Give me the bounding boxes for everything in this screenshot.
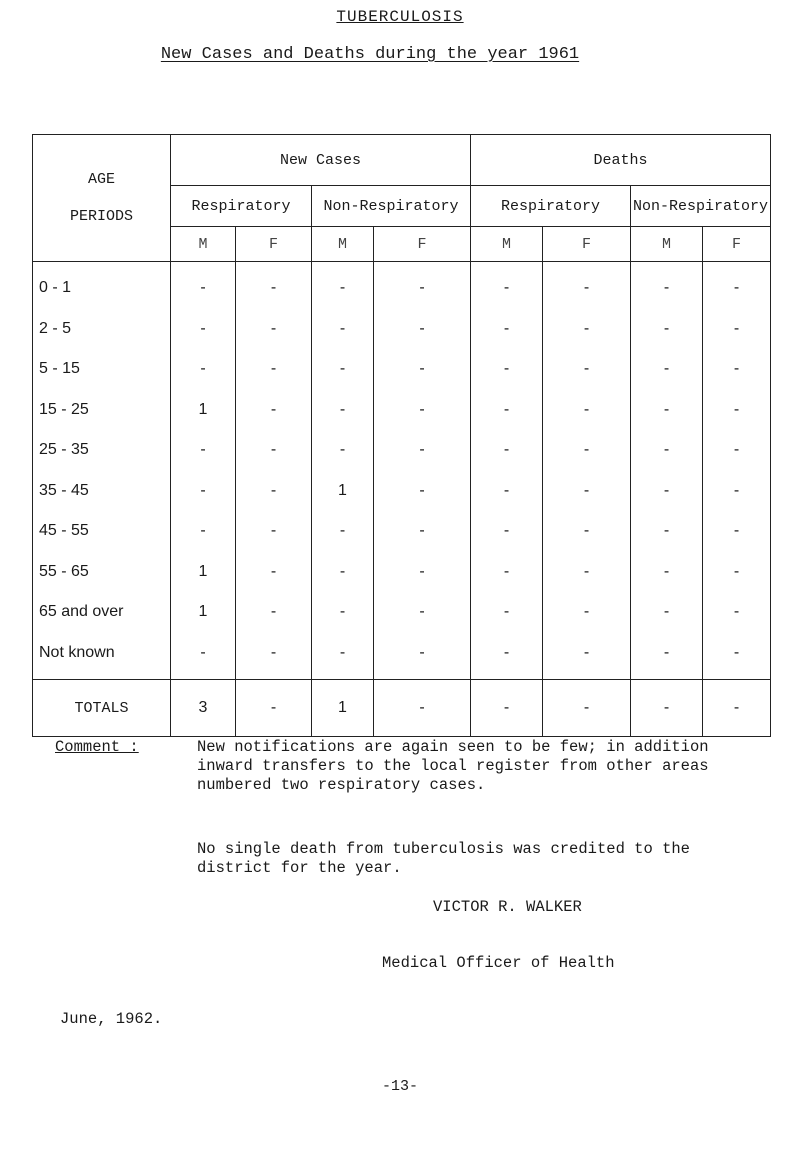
age-period-cell: Not known — [33, 633, 171, 680]
table-cell: - — [703, 390, 771, 431]
table-cell: - — [374, 633, 471, 680]
table-cell: - — [374, 430, 471, 471]
table-row — [33, 262, 771, 309]
age-period-cell: 25 - 35 — [33, 430, 171, 471]
table-cell: - — [543, 471, 631, 512]
table-cell: - — [471, 349, 543, 390]
totals-cell: - — [631, 680, 703, 737]
table-cell: - — [631, 349, 703, 390]
table-row — [33, 592, 771, 633]
sex-header-f: F — [703, 227, 771, 262]
new-cases-respiratory-header: Respiratory — [171, 186, 312, 227]
totals-cell: - — [703, 680, 771, 737]
table-cell: - — [312, 349, 374, 390]
table-cell: - — [471, 262, 543, 309]
table-cell: - — [543, 309, 631, 350]
sex-header-m: M — [631, 227, 703, 262]
age-period-cell: 55 - 65 — [33, 552, 171, 593]
age-period-cell: 2 - 5 — [33, 309, 171, 350]
table-cell: - — [631, 511, 703, 552]
comment-line: inward transfers to the local register from other areas — [197, 757, 709, 775]
table-cell: - — [631, 390, 703, 431]
comment-line: No single death from tuberculosis was credited to the — [197, 840, 690, 858]
table-cell: - — [543, 552, 631, 593]
document-subtitle: New Cases and Deaths during the year 1961 — [160, 45, 580, 64]
table-cell: - — [312, 592, 374, 633]
table-cell: - — [312, 511, 374, 552]
signature-role: Medical Officer of Health — [382, 954, 615, 972]
table-cell: - — [374, 592, 471, 633]
table-cell: - — [631, 309, 703, 350]
table-cell: - — [543, 633, 631, 680]
table-cell: - — [236, 262, 312, 309]
table-cell: - — [171, 262, 236, 309]
table-cell: - — [471, 390, 543, 431]
new-cases-header: New Cases — [171, 135, 471, 186]
age-period-cell: 65 and over — [33, 592, 171, 633]
comment-line: New notifications are again seen to be few; in addition — [197, 738, 709, 756]
age-period-cell: 45 - 55 — [33, 511, 171, 552]
totals-cell: 3 — [171, 680, 236, 737]
table-cell: - — [374, 511, 471, 552]
age-periods-header: AGE PERIODS — [33, 135, 171, 262]
table-cell: - — [312, 633, 374, 680]
deaths-header: Deaths — [471, 135, 771, 186]
table-cell: - — [703, 592, 771, 633]
sex-header-m: M — [171, 227, 236, 262]
totals-row — [33, 680, 771, 737]
table-cell: - — [703, 511, 771, 552]
table-cell: - — [543, 349, 631, 390]
document-date: June, 1962. — [60, 1010, 163, 1028]
new-cases-non-respiratory-header: Non-Respiratory — [312, 186, 471, 227]
table-cell: - — [171, 633, 236, 680]
table-cell: - — [374, 552, 471, 593]
table-cell: - — [631, 262, 703, 309]
table-cell: - — [703, 633, 771, 680]
totals-cell: - — [543, 680, 631, 737]
table-row — [33, 430, 771, 471]
table-cell: - — [471, 471, 543, 512]
table-cell: - — [236, 430, 312, 471]
totals-cell: - — [236, 680, 312, 737]
table-cell: - — [543, 262, 631, 309]
table-cell: - — [312, 309, 374, 350]
table-cell: - — [374, 262, 471, 309]
table-cell: 1 — [171, 592, 236, 633]
age-period-cell: 35 - 45 — [33, 471, 171, 512]
table-cell: - — [703, 349, 771, 390]
comment-paragraph-2 — [197, 840, 787, 878]
sex-header-f: F — [543, 227, 631, 262]
page-number: -13- — [381, 1078, 418, 1095]
deaths-respiratory-header: Respiratory — [471, 186, 631, 227]
table-cell: - — [543, 390, 631, 431]
table-cell: - — [631, 633, 703, 680]
table-cell: 1 — [171, 390, 236, 431]
table-cell: - — [703, 309, 771, 350]
table-cell: - — [171, 471, 236, 512]
table-cell: - — [171, 511, 236, 552]
totals-cell: 1 — [312, 680, 374, 737]
table-cell: 1 — [312, 471, 374, 512]
table-cell: - — [236, 390, 312, 431]
sex-header-m: M — [471, 227, 543, 262]
table-cell: - — [236, 511, 312, 552]
comment-line: numbered two respiratory cases. — [197, 776, 486, 794]
table-row — [33, 349, 771, 390]
totals-label: TOTALS — [33, 680, 171, 737]
table-cell: - — [236, 471, 312, 512]
table-cell: - — [374, 390, 471, 431]
table-row — [33, 633, 771, 680]
comment-label: Comment : — [55, 738, 139, 756]
comment-paragraph-1 — [197, 738, 787, 795]
signature-name: VICTOR R. WALKER — [433, 898, 582, 916]
table-cell: - — [471, 511, 543, 552]
table-cell: - — [631, 430, 703, 471]
table-cell: - — [471, 633, 543, 680]
age-period-cell: 0 - 1 — [33, 262, 171, 309]
table-cell: - — [543, 511, 631, 552]
table-cell: - — [374, 471, 471, 512]
table-cell: - — [471, 430, 543, 471]
comment-line: district for the year. — [197, 859, 402, 877]
table-row — [33, 552, 771, 593]
totals-cell: - — [374, 680, 471, 737]
table-row — [33, 511, 771, 552]
table-cell: - — [631, 471, 703, 512]
table-cell: - — [703, 430, 771, 471]
table-cell: - — [236, 349, 312, 390]
age-period-cell: 5 - 15 — [33, 349, 171, 390]
table-cell: - — [236, 633, 312, 680]
sex-header-m: M — [312, 227, 374, 262]
table-row — [33, 309, 771, 350]
table-cell: - — [236, 592, 312, 633]
sex-header-f: F — [374, 227, 471, 262]
document-title: TUBERCULOSIS — [336, 8, 464, 26]
table-cell: - — [631, 552, 703, 593]
table-cell: - — [312, 552, 374, 593]
table-cell: - — [471, 309, 543, 350]
totals-cell: - — [471, 680, 543, 737]
deaths-non-respiratory-header: Non-Respiratory — [631, 186, 771, 227]
table-cell: - — [312, 390, 374, 431]
table-cell: - — [543, 592, 631, 633]
table-row — [33, 390, 771, 431]
table-cell: - — [471, 592, 543, 633]
table-cell: - — [374, 309, 471, 350]
table-cell: - — [471, 552, 543, 593]
sex-header-f: F — [236, 227, 312, 262]
table-cell: - — [171, 430, 236, 471]
table-row — [33, 471, 771, 512]
table-cell: - — [703, 471, 771, 512]
table-cell: - — [543, 430, 631, 471]
age-period-cell: 15 - 25 — [33, 390, 171, 431]
table-cell: - — [171, 349, 236, 390]
table-cell: - — [374, 349, 471, 390]
table-cell: - — [312, 262, 374, 309]
table-cell: - — [631, 592, 703, 633]
table-cell: - — [236, 309, 312, 350]
table-cell: - — [171, 309, 236, 350]
table-cell: - — [312, 430, 374, 471]
table-cell: - — [703, 552, 771, 593]
tuberculosis-table — [32, 134, 771, 737]
table-cell: - — [236, 552, 312, 593]
table-cell: - — [703, 262, 771, 309]
table-cell: 1 — [171, 552, 236, 593]
